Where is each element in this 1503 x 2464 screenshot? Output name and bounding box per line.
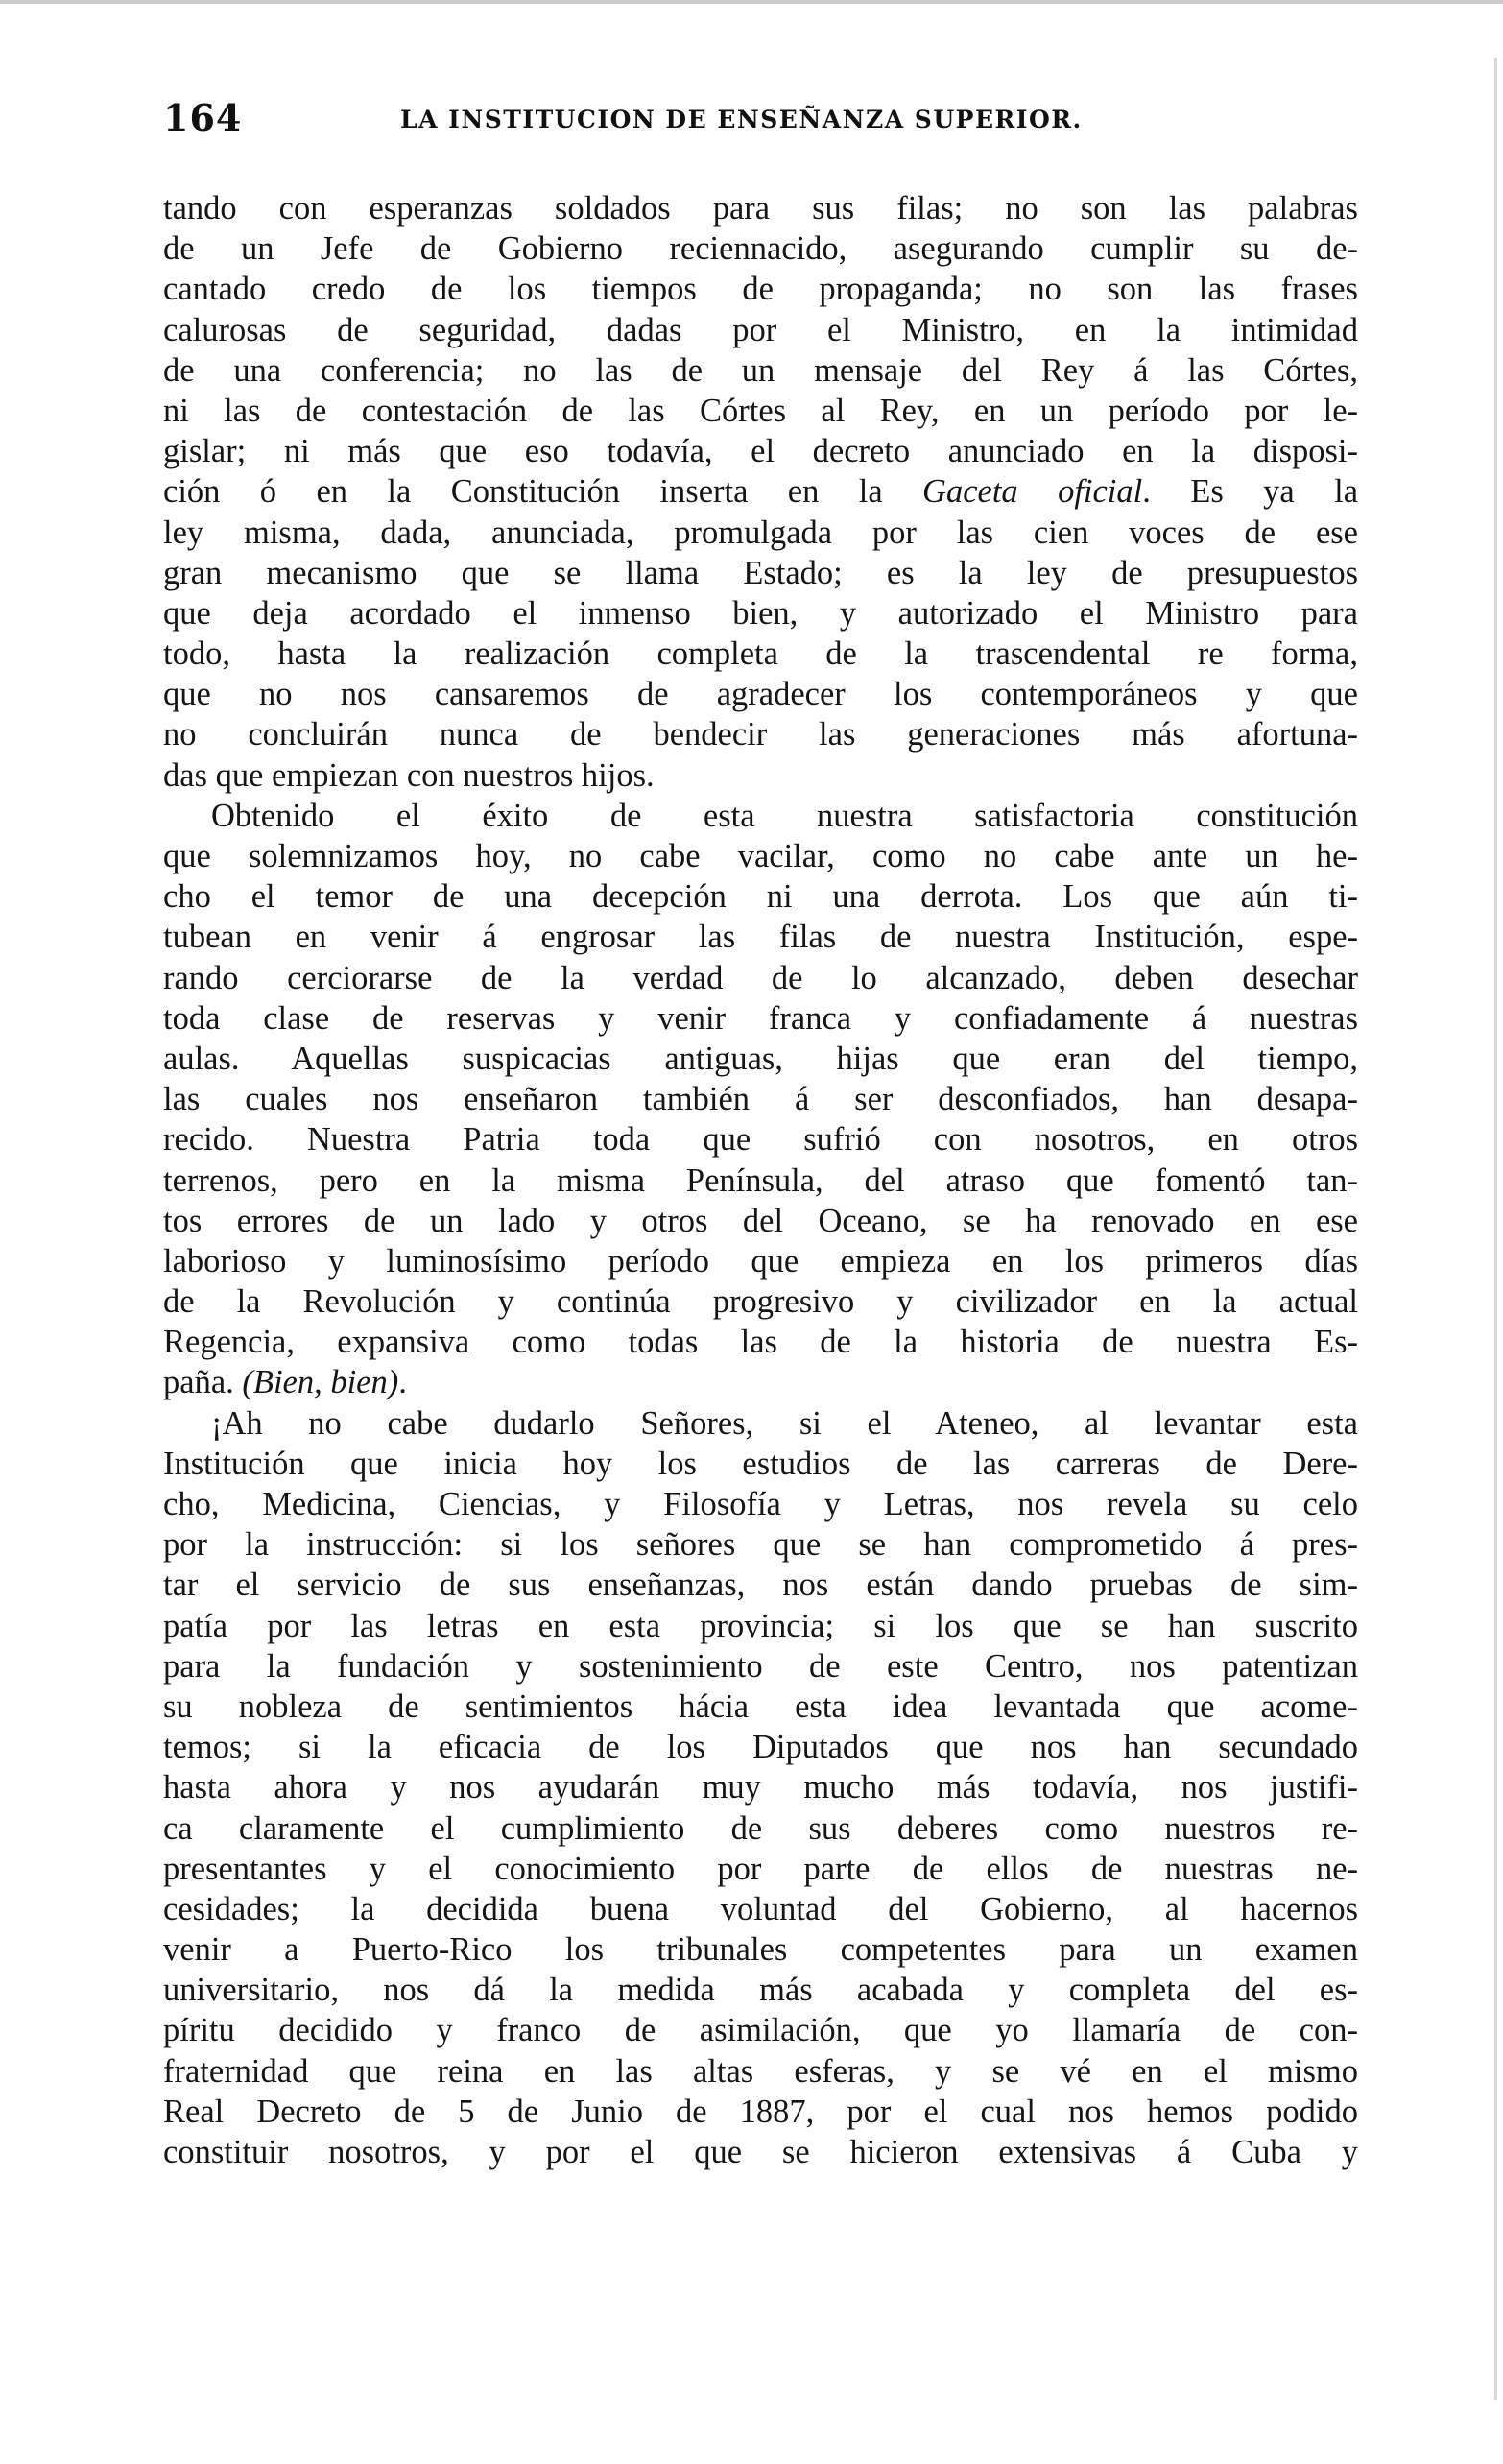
text-line: constituir nosotros, y por el que se hicieron extensivas á Cuba y — [163, 2134, 1358, 2170]
body-text — [163, 188, 1358, 2172]
text-line: ca claramente el cumplimiento de sus deberes como nuestros re- — [163, 1809, 1358, 1847]
text-line: las cuales nos enseñaron también á ser desconfiados, han desapa- — [163, 1081, 1358, 1118]
text-line: cho el temor de una decepción ni una derrota. Los que aún ti- — [163, 878, 1358, 916]
paragraph-3 — [163, 1403, 1358, 2173]
text-line: gislar; ni más que eso todavía, el decreto anunciado en la disposi- — [163, 433, 1358, 470]
text-line: aulas. Aquellas suspicacias antiguas, hijas que eran del tiempo, — [163, 1040, 1358, 1077]
text-line: ¡Ah no cabe dudarlo Señores, si el Ateneo, al levantar esta — [211, 1404, 1358, 1442]
page-gutter-shadow — [1494, 58, 1497, 2400]
text-line: venir a Puerto-Rico los tribunales competentes para un examen — [163, 1931, 1358, 1969]
text-line: das que empiezan con nuestros hijos. — [163, 756, 655, 794]
text-line: por la instrucción: si los señores que se han comprometido á pres- — [163, 1526, 1358, 1564]
text-line: que no nos cansaremos de agradecer los contemporáneos y que — [163, 676, 1358, 713]
text-line: cantado credo de los tiempos de propaganda; no son las frases — [163, 271, 1358, 308]
text-line: su nobleza de sentimientos hácia esta idea levantada que acome- — [163, 1687, 1358, 1725]
text-line: de la Revolución y continúa progresivo y civilizador en la actual — [163, 1283, 1358, 1321]
text-line: cesidades; la decidida buena voluntad del Gobierno, al hacernos — [163, 1890, 1358, 1927]
text-line: rando cerciorarse de la verdad de lo alcanzado, deben desechar — [163, 959, 1358, 996]
text-line: ción ó en la Constitución inserta en la Gaceta oficial. Es ya la — [163, 473, 1359, 511]
text-line: cho, Medicina, Ciencias, y Filosofía y Letras, nos revela su celo — [163, 1486, 1358, 1522]
running-header — [163, 96, 1358, 154]
text-line: ni las de contestación de las Córtes al Rey, en un período por le- — [163, 392, 1358, 429]
text-line: universitario, nos dá la medida más acabada y completa del es- — [163, 1972, 1358, 2009]
paragraph-2 — [163, 796, 1358, 1403]
text-line: tando con esperanzas soldados para sus filas; no son las palabras — [163, 190, 1358, 227]
text-line: hasta ahora y nos ayudarán muy mucho más todavía, nos justifi- — [163, 1769, 1358, 1806]
text-line: todo, hasta la realización completa de la trascendental re forma, — [163, 635, 1358, 673]
text-line: no concluirán nunca de bendecir las generaciones más afortuna- — [163, 716, 1358, 754]
text-line: paña. (Bien, bien). — [163, 1364, 407, 1401]
text-line: calurosas de seguridad, dadas por el Ministro, en la intimidad — [163, 311, 1358, 348]
text-line: de una conferencia; no las de un mensaje del Rey á las Córtes, — [163, 351, 1358, 389]
text-line: temos; si la eficacia de los Diputados que nos han secundado — [163, 1729, 1358, 1766]
running-title: LA INSTITUCION DE ENSEÑANZA SUPERIOR. — [400, 106, 1083, 133]
text-line: laborioso y luminosísimo período que empieza en los primeros días — [163, 1242, 1358, 1280]
text-line: tar el servicio de sus enseñanzas, nos están dando pruebas de sim- — [163, 1567, 1358, 1604]
text-line: terrenos, pero en la misma Península, del atraso que fomentó tan- — [163, 1161, 1358, 1199]
text-line: Obtenido el éxito de esta nuestra satisfactoria constitución — [211, 797, 1358, 834]
top-edge-rule — [0, 0, 1503, 4]
text-line: ley misma, dada, anunciada, promulgada por las cien voces de ese — [163, 514, 1358, 551]
text-line: Real Decreto de 5 de Junio de 1887, por el cual nos hemos podido — [163, 2093, 1358, 2130]
text-line: tubean en venir á engrosar las filas de nuestra Institución, espe- — [163, 919, 1358, 956]
paragraph-1 — [163, 188, 1358, 796]
text-line: de un Jefe de Gobierno reciennacido, asegurando cumplir su de- — [163, 230, 1358, 268]
text-line: toda clase de reservas y venir franca y confiadamente á nuestras — [163, 999, 1358, 1037]
text-line: para la fundación y sostenimiento de este Centro, nos patentizan — [163, 1647, 1358, 1685]
text-line: Regencia, expansiva como todas las de la historia de nuestra Es- — [163, 1324, 1358, 1361]
text-line: que solemnizamos hoy, no cabe vacilar, como no cabe ante un he- — [163, 838, 1358, 874]
text-line: que deja acordado el inmenso bien, y autorizado el Ministro para — [163, 594, 1358, 632]
text-line: Institución que inicia hoy los estudios de las carreras de Dere- — [163, 1445, 1358, 1482]
text-line: patía por las letras en esta provincia; si los que se han suscrito — [163, 1607, 1358, 1644]
text-line: gran mecanismo que se llama Estado; es la ley de presupuestos — [163, 554, 1358, 591]
text-line: tos errores de un lado y otros del Oceano, se ha renovado en ese — [163, 1202, 1358, 1239]
text-line: píritu decidido y franco de asimilación, que yo llamaría de con- — [163, 2012, 1358, 2049]
text-line: fraternidad que reina en las altas esferas, y se vé en el mismo — [163, 2052, 1358, 2090]
text-line: presentantes y el conocimiento por parte de ellos de nuestras ne- — [163, 1850, 1358, 1887]
text-line: recido. Nuestra Patria toda que sufrió con nosotros, en otros — [163, 1121, 1358, 1159]
page-number: 164 — [163, 96, 243, 139]
